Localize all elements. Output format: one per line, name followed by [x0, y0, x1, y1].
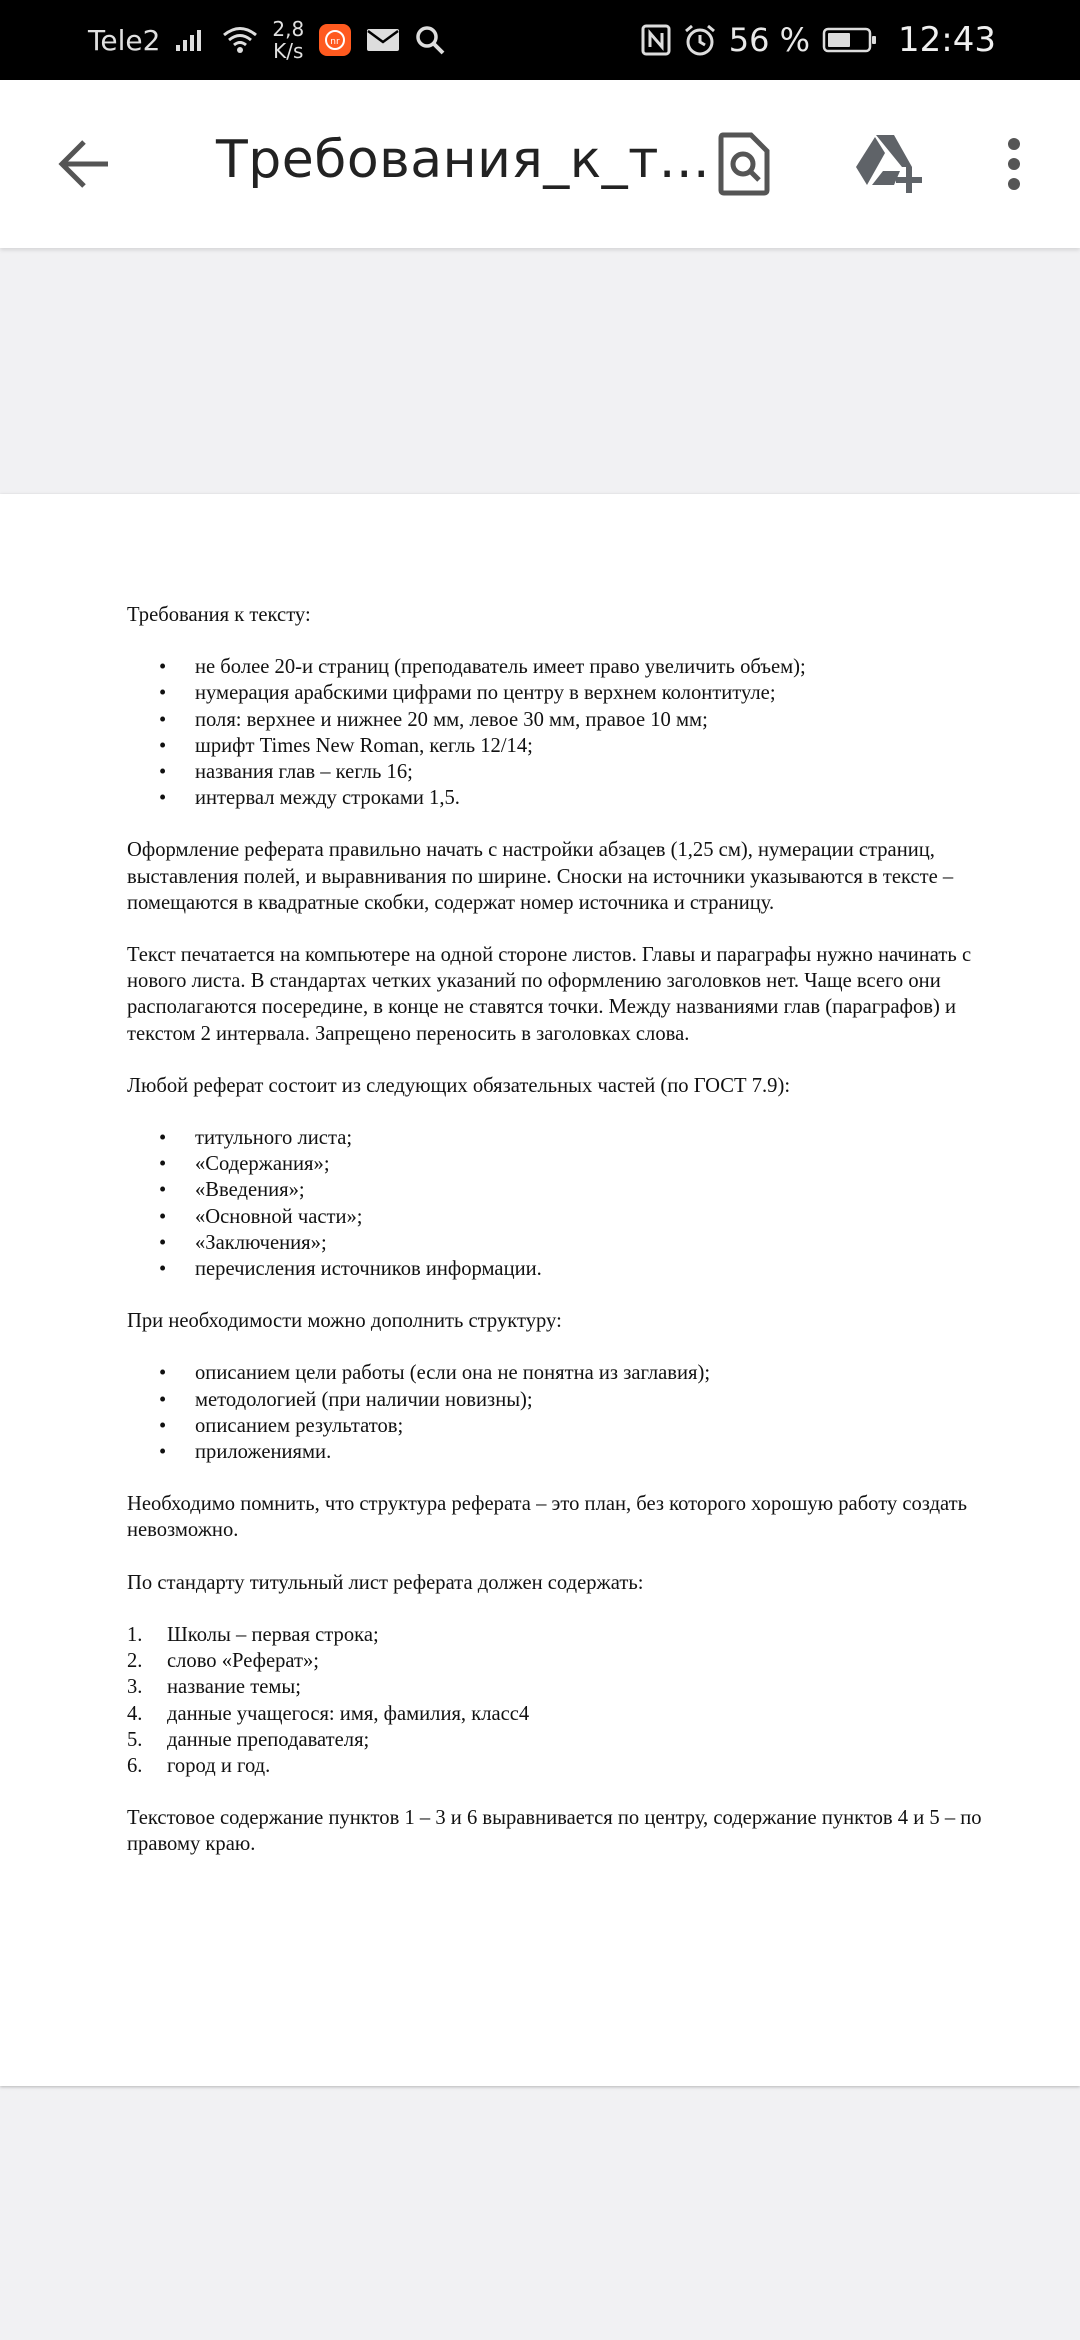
speed-value: 2,8 [272, 17, 305, 41]
find-in-document-button[interactable] [706, 126, 782, 202]
title-page-list [127, 1622, 1007, 1779]
list-item: • «Введения»; [127, 1177, 1007, 1203]
list-item: • перечисления источников информации. [127, 1256, 1007, 1282]
list-item [127, 1648, 1007, 1674]
battery-icon [822, 26, 878, 54]
item-text: данные учащегося: имя, фамилия, класс4 [167, 1702, 530, 1725]
find-in-document-icon [717, 132, 771, 196]
carrier-name: Tele2 [88, 23, 161, 57]
back-button[interactable] [40, 124, 128, 204]
list-item: • описанием цели работы (если она не понятна из заглавия); [127, 1360, 1007, 1386]
list-item: • методологией (при наличии новизны); [127, 1387, 1007, 1413]
item-text: данные преподавателя; [167, 1728, 370, 1751]
more-vert-icon [1006, 136, 1022, 192]
speed-unit: K/s [273, 39, 304, 63]
item-number: 1. [127, 1623, 143, 1646]
signal-icon [174, 27, 208, 53]
mail-icon [366, 27, 400, 53]
item-text: название темы; [167, 1676, 301, 1699]
item-number: 4. [127, 1702, 143, 1725]
list-item: • названия глав – кегль 16; [127, 759, 1007, 785]
requirements-list [127, 654, 1007, 811]
list-item: • «Заключения»; [127, 1230, 1007, 1256]
status-bar [0, 0, 1080, 80]
list-item: • «Содержания»; [127, 1151, 1007, 1177]
paragraph: Текст печатается на компьютере на одной стороне листов. Главы и параграфы нужно начинать с нового листа. В стандартах четких указаний по оформлению заголовков нет. Чаще всего они располагаются посередине, в конце не ставятся точки. Между названиями глав (параграфов) и текстом 2 интервала. Запрещено переносить в заголовках слова. [127, 944, 972, 1045]
item-number: 3. [127, 1676, 143, 1699]
paragraph: Текстовое содержание пунктов 1 – 3 и 6 выравнивается по центру, содержание пунктов 4 и 5 – по правому краю. [127, 1807, 982, 1856]
extras-list [127, 1360, 1007, 1465]
list-item [127, 1674, 1007, 1700]
item-number: 6. [127, 1754, 143, 1777]
svg-text:nr: nr [330, 37, 340, 47]
document-page[interactable] [0, 494, 1080, 2086]
item-text: город и год. [167, 1754, 271, 1777]
item-number: 2. [127, 1650, 143, 1673]
list-item [127, 1753, 1007, 1779]
search-icon [414, 24, 446, 56]
more-options-button[interactable] [990, 126, 1038, 202]
battery-percent: 56 % [728, 21, 811, 59]
add-to-drive-icon [854, 133, 924, 195]
list-item: • приложениями. [127, 1439, 1007, 1465]
item-text: Школы – первая строка; [167, 1623, 379, 1646]
clock: 12:43 [898, 20, 996, 60]
list-item [127, 1701, 1007, 1727]
document-body [127, 602, 1007, 1884]
list-item: • «Основной части»; [127, 1204, 1007, 1230]
add-to-drive-button[interactable] [846, 126, 932, 202]
item-text: слово «Реферат»; [167, 1650, 320, 1673]
paragraph: Оформление реферата правильно начать с настройки абзацев (1,25 см), нумерации страниц, выставления полей, и выравнивания по ширине. Сноски на источники указываются в тексте – помещаются в квадратные скобки, содержат номер источника и страницу. [127, 839, 954, 914]
parts-intro: Любой реферат состоит из следующих обязательных частей (по ГОСТ 7.9): [127, 1074, 791, 1097]
arrow-left-icon [56, 138, 112, 190]
app-notification-icon [318, 23, 352, 57]
parts-list [127, 1125, 1007, 1282]
list-item: • титульного листа; [127, 1125, 1007, 1151]
list-item: • не более 20-и страниц (преподаватель имеет право увеличить объем); [127, 654, 1007, 680]
list-item [127, 1727, 1007, 1753]
list-item [127, 1622, 1007, 1648]
extras-intro: При необходимости можно дополнить структуру: [127, 1310, 562, 1333]
document-title: Требования_к_т... [216, 130, 711, 190]
nfc-icon [641, 24, 671, 56]
paragraph: Необходимо помнить, что структура реферата – это план, без которого хорошую работу создать невозможно. [127, 1493, 968, 1542]
list-item: • интервал между строками 1,5. [127, 785, 1007, 811]
status-bar-left [88, 0, 446, 80]
list-item: • поля: верхнее и нижнее 20 мм, левое 30 мм, правое 10 мм; [127, 707, 1007, 733]
status-bar-right [641, 0, 996, 80]
app-bar [0, 80, 1080, 248]
network-speed [272, 18, 304, 62]
list-item: • описанием результатов; [127, 1413, 1007, 1439]
list-item: • шрифт Times New Roman, кегль 12/14; [127, 733, 1007, 759]
wifi-icon [222, 26, 258, 54]
list-item: • нумерация арабскими цифрами по центру в верхнем колонтитуле; [127, 680, 1007, 706]
title-page-intro: По стандарту титульный лист реферата должен содержать: [127, 1571, 644, 1594]
item-number: 5. [127, 1728, 143, 1751]
alarm-icon [683, 23, 717, 57]
requirements-heading: Требования к тексту: [127, 604, 311, 626]
